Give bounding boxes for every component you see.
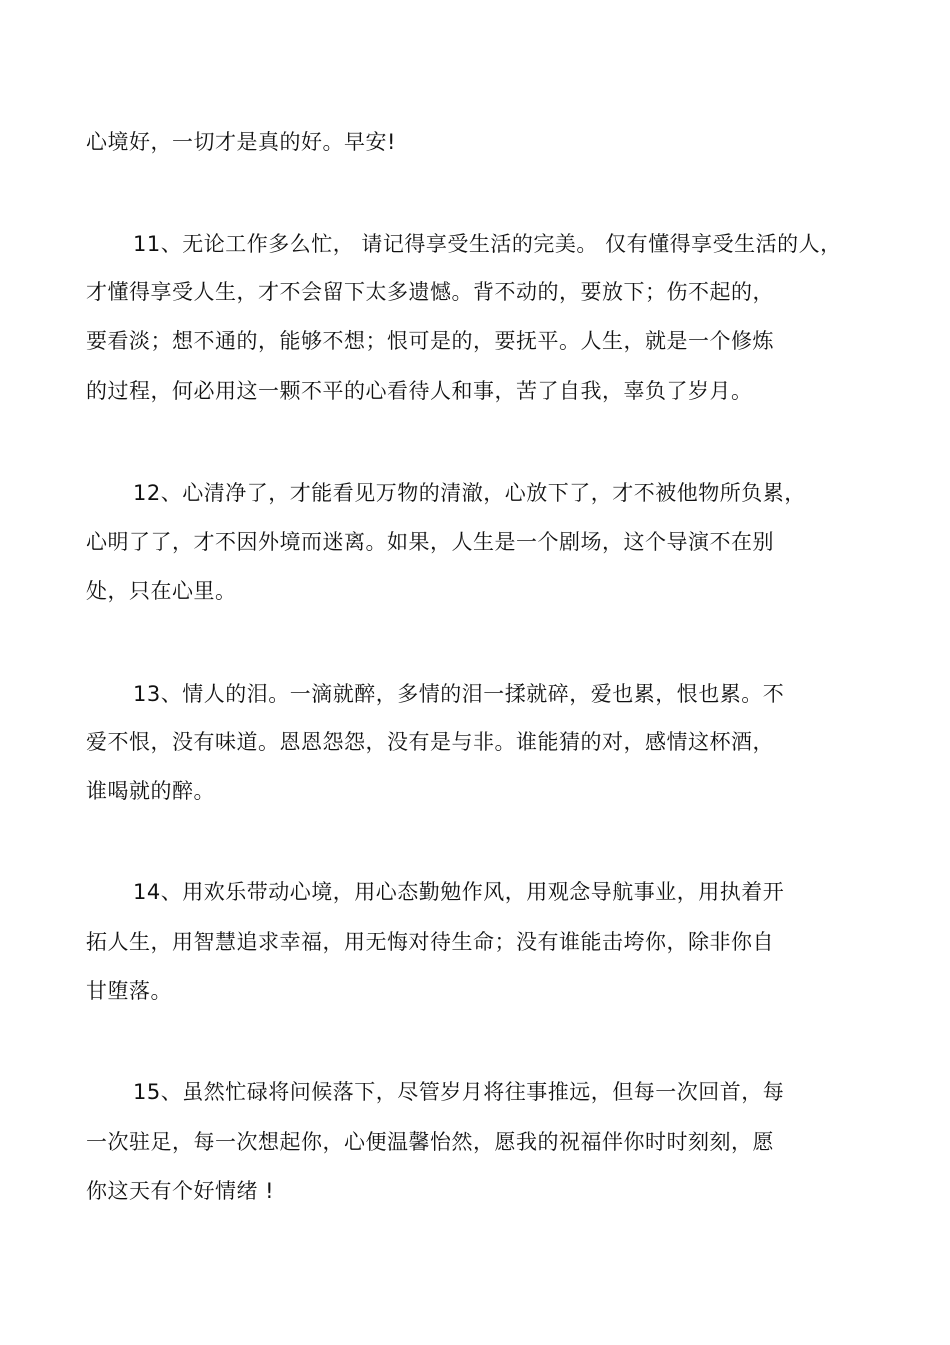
paragraph-13-line-2: 爱不恨，没有味道。恩恩怨怨，没有是与非。谁能猜的对，感情这杯酒， [86, 730, 774, 754]
paragraph-12-line-3: 处，只在心里。 [86, 579, 237, 603]
paragraph-15-line-1: 15、虽然忙碌将问候落下，尽管岁月将往事推远，但每一次回首，每 [133, 1080, 785, 1104]
paragraph-11-line-4: 的过程，何必用这一颗不平的心看待人和事，苦了自我，辜负了岁月。 [86, 379, 753, 403]
paragraph-14-line-3: 甘堕落。 [86, 979, 172, 1003]
paragraph-14-line-2: 拓人生，用智慧追求幸福，用无悔对待生命；没有谁能击垮你，除非你自 [86, 930, 774, 954]
paragraph-12-line-1: 12、心清净了，才能看见万物的清澈，心放下了，才不被他物所负累， [133, 481, 806, 505]
paragraph-13-line-3: 谁喝就的醉。 [86, 779, 215, 803]
paragraph-11-line-2: 才懂得享受人生，才不会留下太多遗憾。背不动的，要放下；伤不起的， [86, 280, 774, 304]
intro-line: 心境好，一切才是真的好。早安! [86, 130, 396, 154]
paragraph-11-line-3: 要看淡；想不通的，能够不想；恨可是的，要抚平。人生，就是一个修炼 [86, 329, 774, 353]
paragraph-13-line-1: 13、情人的泪。一滴就醉，多情的泪一揉就碎，爱也累，恨也累。不 [133, 682, 785, 706]
paragraph-11-line-1: 11、无论工作多么忙， 请记得享受生活的完美。 仅有懂得享受生活的人， [133, 232, 842, 256]
paragraph-14-line-1: 14、用欢乐带动心境，用心态勤勉作风，用观念导航事业，用执着开 [133, 880, 785, 904]
paragraph-15-line-3: 你这天有个好情绪 ! [86, 1179, 275, 1203]
paragraph-12-line-2: 心明了了，才不因外境而迷离。如果，人生是一个剧场，这个导演不在别 [86, 530, 774, 554]
paragraph-15-line-2: 一次驻足，每一次想起你，心便温馨怡然，愿我的祝福伴你时时刻刻，愿 [86, 1130, 774, 1154]
